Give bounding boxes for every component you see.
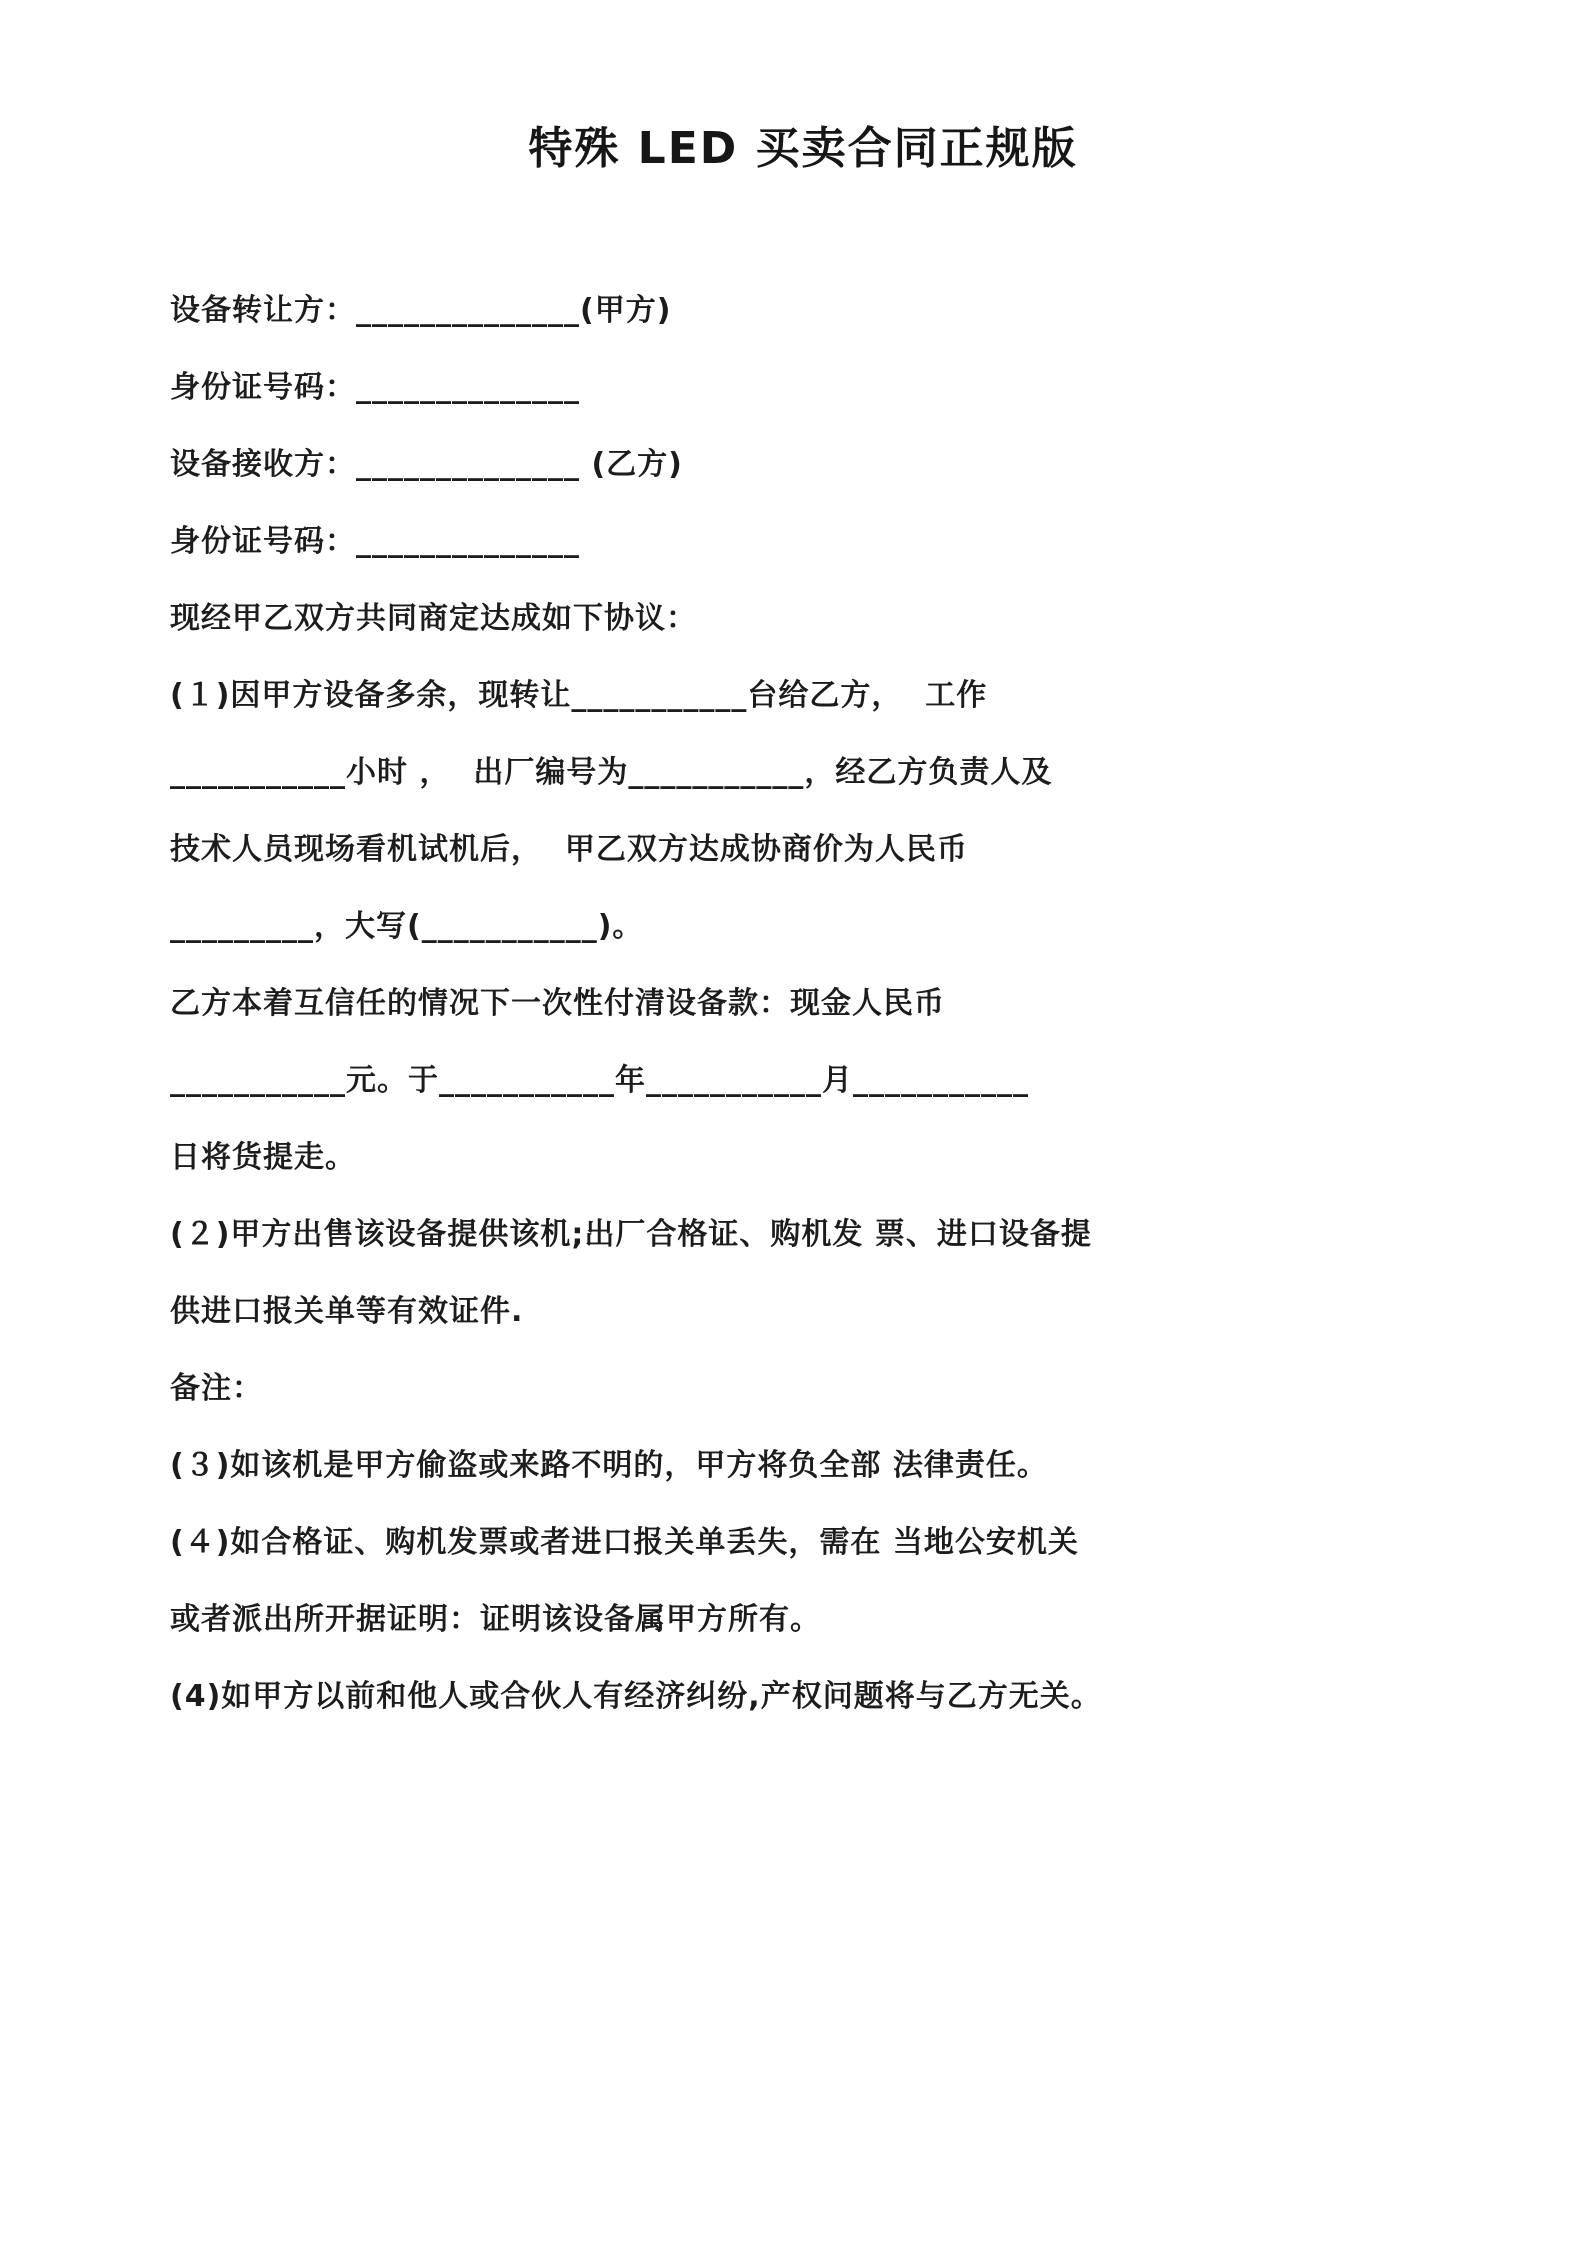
line-payment-b: ___________元。于___________年___________月___________ [170, 1063, 1029, 1098]
line-clause-4b: 或者派出所开据证明：证明该设备属甲方所有。 [170, 1602, 821, 1637]
line-clause-3: (３)如该机是甲方偷盗或来路不明的，甲方将负全部 法律责任。 [170, 1448, 1048, 1483]
line-party-a: 设备转让方：______________(甲方) [170, 293, 672, 328]
line-clause-2a: (２)甲方出售该设备提供该机;出厂合格证、购机发 票、进口设备提 [170, 1217, 1092, 1252]
line-clause-1d: _________，大写(___________)。 [170, 909, 644, 944]
line-id-number-a: 身份证号码：______________ [170, 370, 580, 405]
line-id-number-b: 身份证号码：______________ [170, 524, 580, 559]
line-party-b: 设备接收方：______________ (乙方) [170, 447, 683, 482]
line-payment-c: 日将货提走。 [170, 1140, 356, 1175]
line-agreement-intro: 现经甲乙双方共同商定达成如下协议： [170, 601, 697, 636]
line-clause-2b: 供进口报关单等有效证件. [170, 1294, 524, 1329]
line-clause-1c: 技术人员现场看机试机后， 甲乙双方达成协商价为人民币 [170, 832, 968, 867]
document-title: 特殊 LED 买卖合同正规版 [528, 123, 1078, 174]
line-remark: 备注： [170, 1371, 263, 1406]
document-body [170, 272, 1436, 1735]
line-payment-a: 乙方本着互信任的情况下一次性付清设备款：现金人民币 [170, 986, 945, 1021]
line-clause-1a: (１)因甲方设备多余，现转让___________台给乙方， 工作 [170, 678, 988, 713]
line-clause-1b: ___________小时 ， 出厂编号为___________，经乙方负责人及 [170, 755, 1053, 790]
line-clause-4c: (4)如甲方以前和他人或合伙人有经济纠纷,产权问题将与乙方无关。 [170, 1679, 1102, 1714]
line-clause-4a: (４)如合格证、购机发票或者进口报关单丢失，需在 当地公安机关 [170, 1525, 1079, 1560]
